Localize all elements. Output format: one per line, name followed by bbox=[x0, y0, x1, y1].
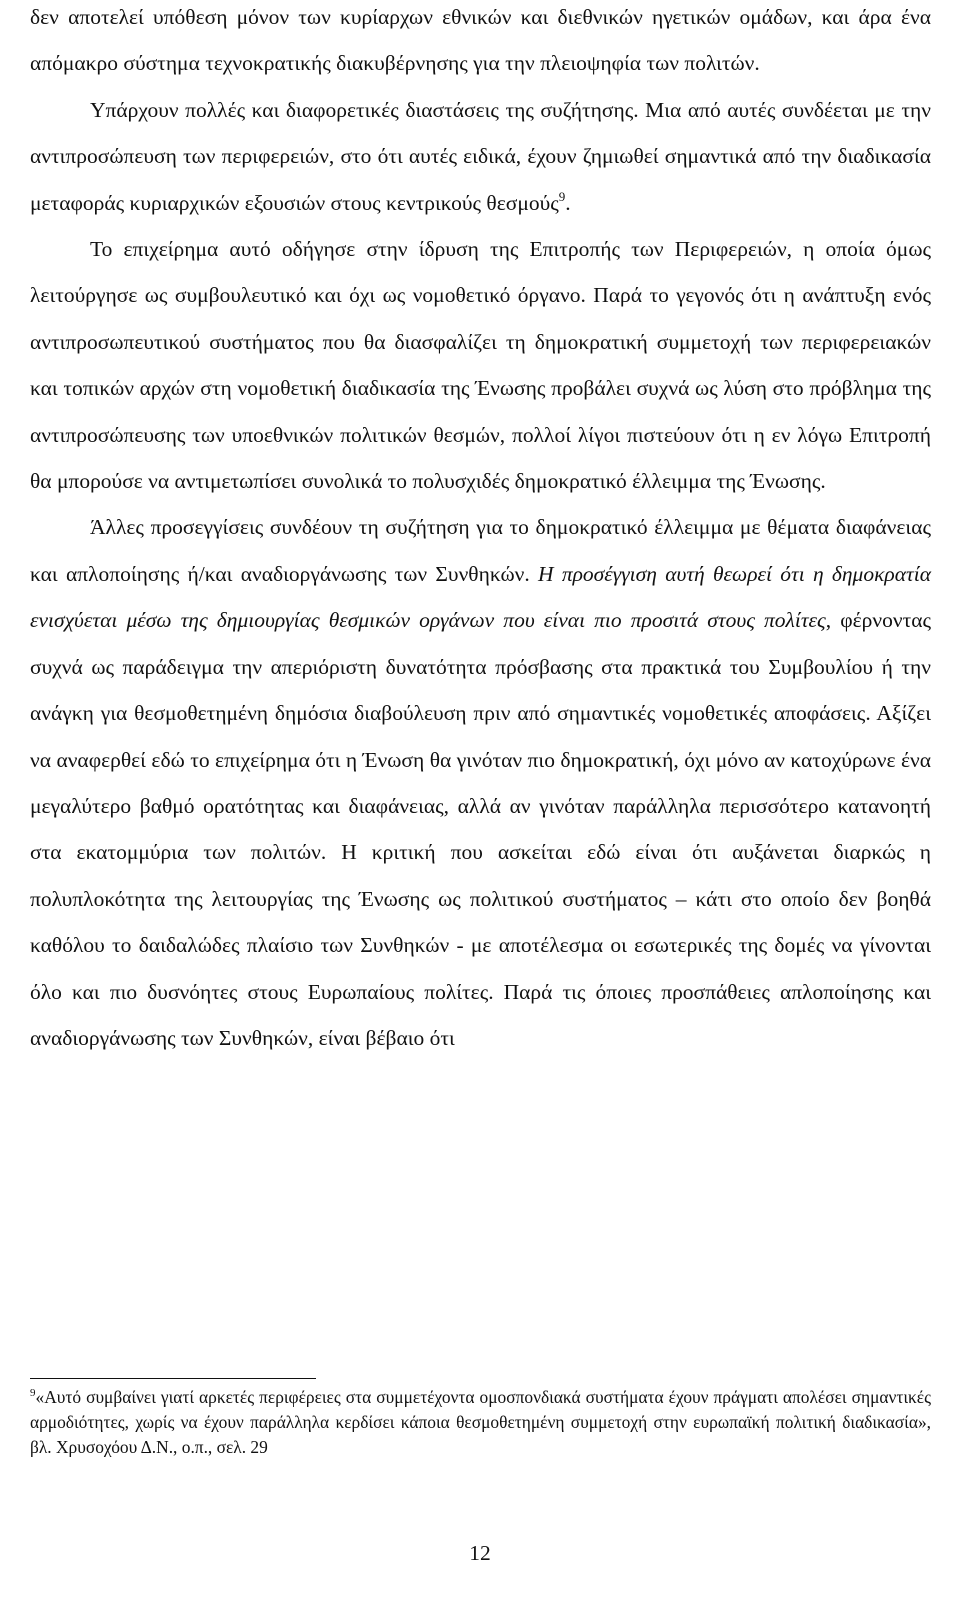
page-number: 12 bbox=[469, 1541, 491, 1565]
paragraph-4-italic-text: Η προσέγγιση αυτή θεωρεί ότι η δημοκρατία ενισχύεται μέσω της δημιουργίας θεσμικών οργάνων που είναι πιο προσιτά στους πολίτες bbox=[30, 561, 931, 633]
footnote-reference[interactable]: 9 bbox=[558, 188, 566, 204]
paragraph-2-text: Υπάρχουν πολλές και διαφορετικές διαστάσεις της συζήτησης. Μια από αυτές συνδέεται με την αντιπροσώπευση των περιφερειών, στο ότι αυτές ειδικά, έχουν ζημιωθεί σημαντικά από την διαδικασία μεταφοράς κυριαρχικών εξουσιών στους κεντρικούς θεσμούς bbox=[30, 97, 931, 215]
footnote bbox=[30, 1385, 931, 1461]
body-text bbox=[30, 0, 931, 1061]
paragraph-4 bbox=[30, 504, 931, 1061]
paragraph-2 bbox=[30, 87, 931, 226]
paragraph-1: δεν αποτελεί υπόθεση μόνον των κυρίαρχων εθνικών και διεθνικών ηγετικών ομάδων, και άρα ένα απόμακρο σύστημα τεχνοκρατικής διακυβέρνησης για την πλειοψηφία των πολιτών. bbox=[30, 5, 931, 76]
paragraph-4-text: Άλλες προσεγγίσεις συνδέουν τη συζήτηση για το δημοκρατικό έλλειμμα με θέματα διαφάνειας και απλοποίησης ή/και αναδιοργάνωσης των Συνθηκών. bbox=[30, 515, 931, 586]
footnote-marker: 9 bbox=[30, 1387, 36, 1399]
paragraph-3: Το επιχείρημα αυτό οδήγησε στην ίδρυση της Επιτροπής των Περιφερειών, η οποία όμως λειτούργησε ως συμβουλευτικό και όχι ως νομοθετικό όργανο. Παρά το γεγονός ότι η ανάπτυξη ενός αντιπροσωπευτικού συστήματος που θα διασφαλίζει τη δημοκρατική συμμετοχή των περιφερειακών και τοπικών αρχών στη νομοθετική διαδικασία της Ένωσης προβάλει συχνά ως λύση στο πρόβλημα της αντιπροσώπευσης των υποεθνικών πολιτικών θεσμών, πολλοί λίγοι πιστεύουν ότι η εν λόγω Επιτροπή θα μπορούσε να αντιμετωπίσει συνολικά το πολυσχιδές δημοκρατικό έλλειμμα της Ένωσης. bbox=[30, 237, 931, 494]
footnote-text: «Αυτό συμβαίνει γιατί αρκετές περιφέρειες στα συμμετέχοντα ομοσπονδιακά συστήματα έχουν πράγματι απολέσει σημαντικές αρμοδιότητες, χωρίς να έχουν παράλληλα κερδίσει κάποια θεσμοθετημένη συμμετοχή στην ευρωπαϊκή πολιτική διαδικασία», βλ. Χρυσοχόου Δ.Ν., ο.π., σελ. 29 bbox=[30, 1387, 931, 1458]
footnote-separator bbox=[30, 1378, 316, 1379]
paragraph-2-end: . bbox=[565, 190, 571, 215]
paragraph-4-continuation: , φέρνοντας συχνά ως παράδειγμα την απεριόριστη δυνατότητα πρόσβασης στα πρακτικά του Συμβουλίου ή την ανάγκη για θεσμοθετημένη δημόσια διαβούλευση πριν από σημαντικές νομοθετικές αποφάσεις. Αξίζει να αναφερθεί εδώ το επιχείρημα ότι η Ένωση θα γινόταν πιο δημοκρατική, όχι μόνο αν κατοχύρωνε ένα μεγαλύτερο βαθμό ορατότητας και διαφάνειας, αλλά αν γινόταν παράλληλα περισσότερο κατανοητή στα εκατομμύρια των πολιτών. Η κριτική που ασκείται εδώ είναι ότι αυξάνεται διαρκώς η πολυπλοκότητα της λειτουργίας της Ένωσης ως πολιτικού συστήματος – κάτι στο οποίο δεν βοηθά καθόλου το δαιδαλώδες πλαίσιο των Συνθηκών - με αποτέλεσμα οι εσωτερικές της δομές να γίνονται όλο και πιο δυσνόητες στους Ευρωπαίους πολίτες. Παρά τις όποιες προσπάθειες απλοποίησης και αναδιοργάνωσης των Συνθηκών, είναι βέβαιο ότι bbox=[30, 608, 931, 1050]
